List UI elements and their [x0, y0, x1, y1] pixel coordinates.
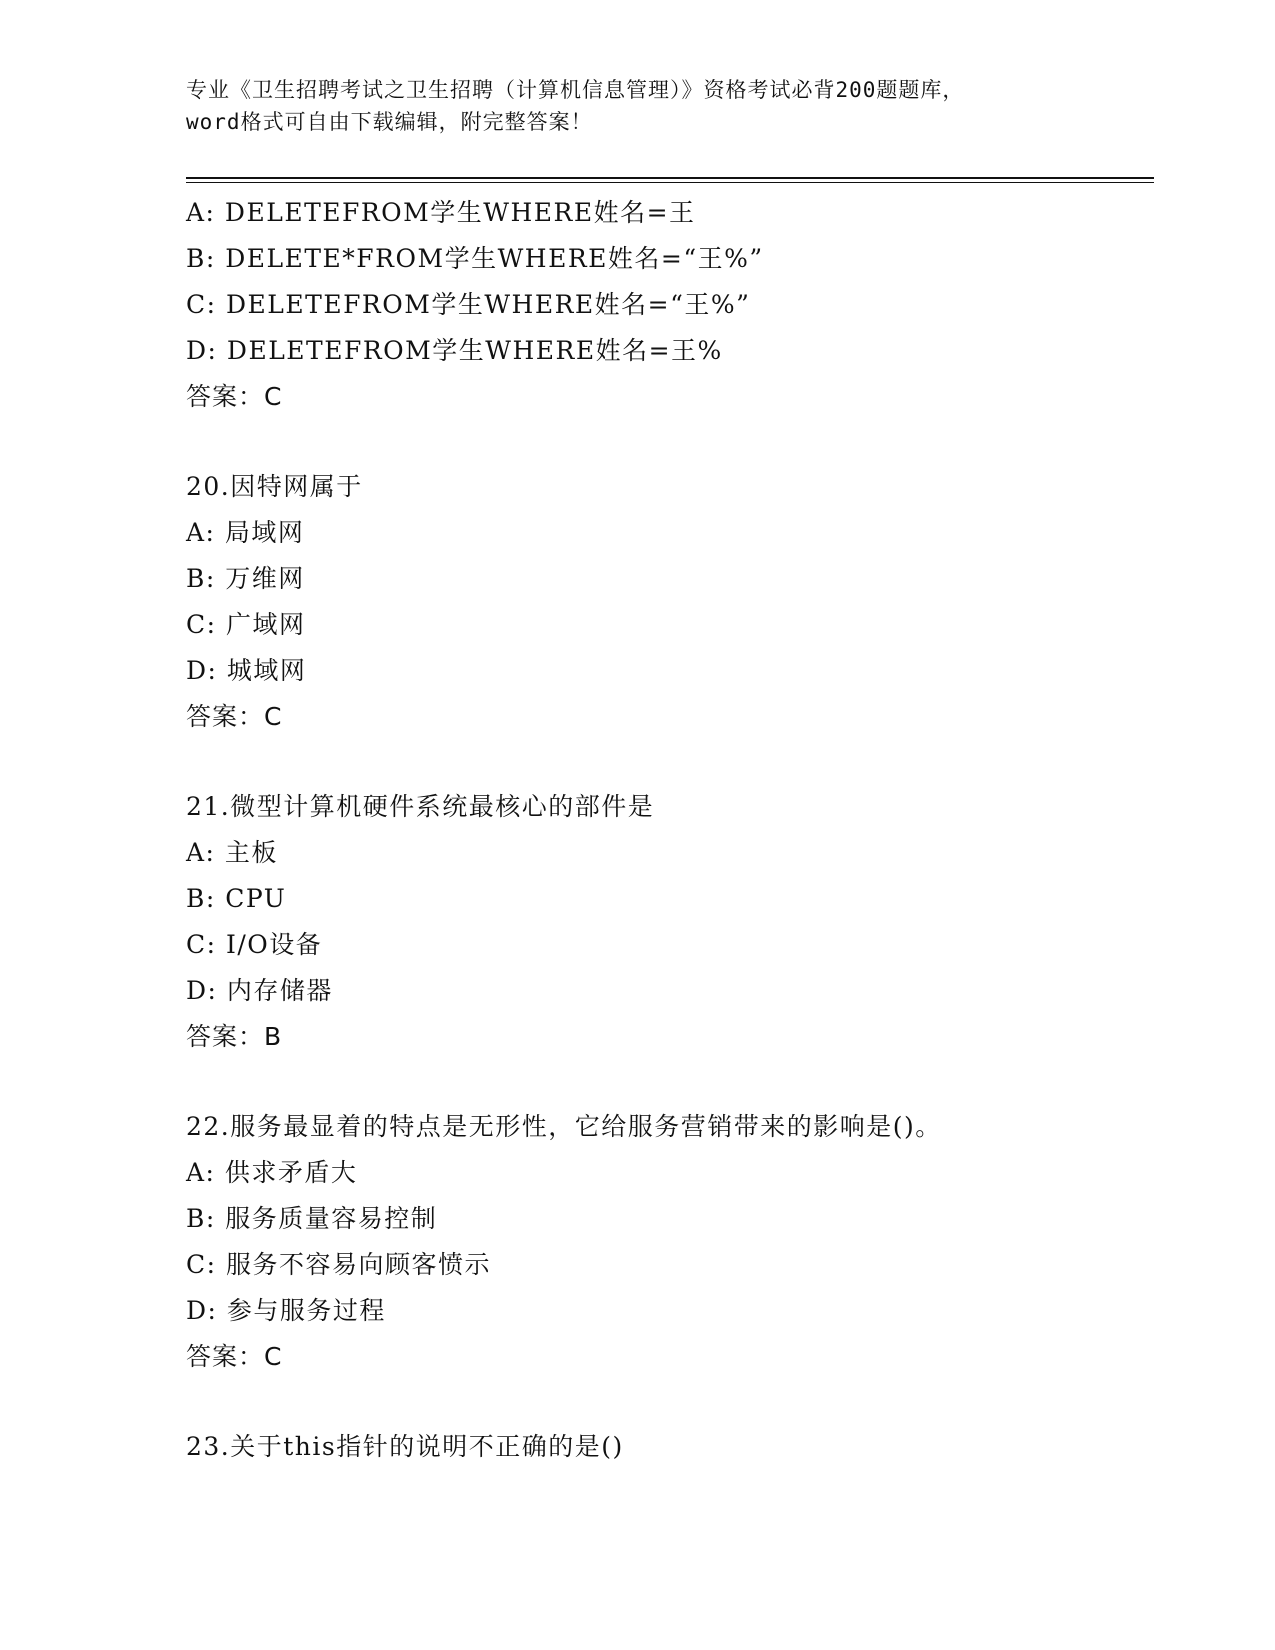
option-c: C: I/O设备 [186, 930, 323, 959]
spacer [186, 740, 1154, 784]
question-stem: 23.关于this指针的说明不正确的是() [186, 1432, 624, 1461]
question-22 [186, 1104, 1154, 1380]
answer-line: 答案：C [186, 702, 283, 731]
option-d: D: 内存储器 [186, 976, 333, 1005]
question-list [186, 190, 1154, 1470]
option-d: D: DELETEFROM学生WHERE姓名=王% [186, 336, 723, 365]
header-title-line: 专业《卫生招聘考试之卫生招聘（计算机信息管理）》资格考试必背200题题库， [186, 78, 965, 102]
question-21 [186, 784, 1154, 1060]
question-23 [186, 1424, 1154, 1470]
question-stem: 21.微型计算机硬件系统最核心的部件是 [186, 792, 655, 821]
option-b: B: 万维网 [186, 564, 305, 593]
option-c: C: DELETEFROM学生WHERE姓名=“王%” [186, 290, 751, 319]
document-header [186, 74, 1116, 138]
option-b: B: 服务质量容易控制 [186, 1204, 438, 1233]
header-divider-thick [186, 177, 1154, 179]
question-19 [186, 190, 1154, 420]
answer-line: 答案：C [186, 382, 283, 411]
option-c: C: 广域网 [186, 610, 306, 639]
question-20 [186, 464, 1154, 740]
option-a: A: 局域网 [186, 518, 305, 547]
answer-line: 答案：C [186, 1342, 283, 1371]
option-d: D: 城域网 [186, 656, 307, 685]
option-a: A: 主板 [186, 838, 278, 867]
question-stem: 22.服务最显着的特点是无形性，它给服务营销带来的影响是()。 [186, 1112, 942, 1141]
spacer [186, 1380, 1154, 1424]
spacer [186, 1060, 1154, 1104]
answer-line: 答案：B [186, 1022, 283, 1051]
option-b: B: DELETE*FROM学生WHERE姓名=“王%” [186, 244, 764, 273]
option-a: A: 供求矛盾大 [186, 1158, 358, 1187]
option-c: C: 服务不容易向顾客愤示 [186, 1250, 491, 1279]
option-b: B: CPU [186, 884, 287, 913]
option-d: D: 参与服务过程 [186, 1296, 386, 1325]
header-subtitle-line: word格式可自由下载编辑，附完整答案！ [186, 110, 593, 134]
header-divider-thin [186, 182, 1154, 183]
question-stem: 20.因特网属于 [186, 472, 363, 501]
spacer [186, 420, 1154, 464]
option-a: A: DELETEFROM学生WHERE姓名=王 [186, 198, 696, 227]
